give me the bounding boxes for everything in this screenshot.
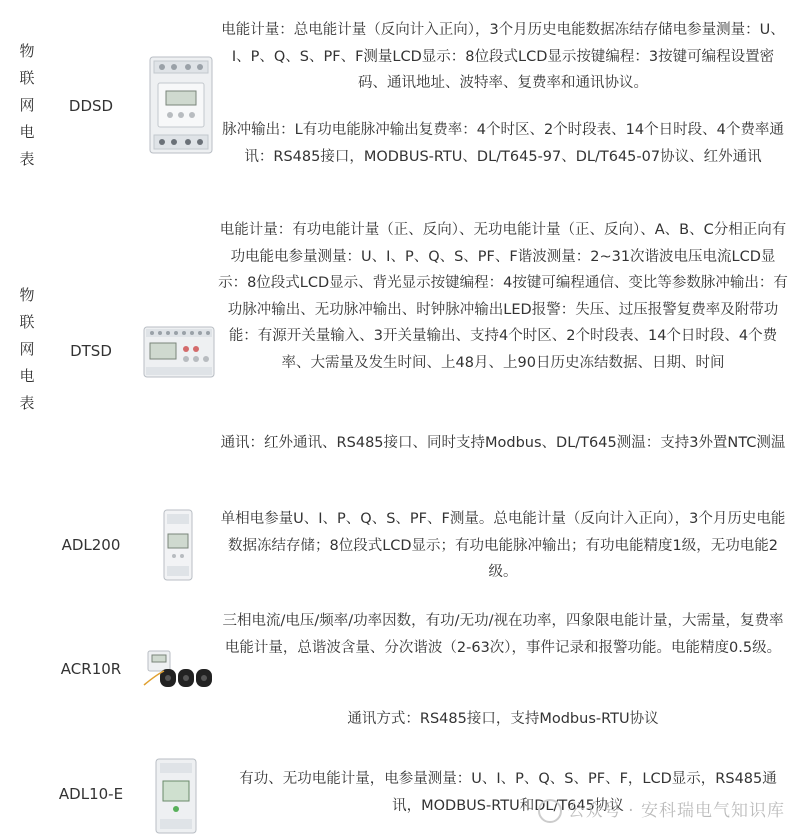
category-char: 网 <box>19 96 35 114</box>
model-name-adl10e: ADL10-E <box>58 785 124 803</box>
category-char: 网 <box>19 340 35 358</box>
product-image-adl200 <box>162 508 194 586</box>
watermark <box>538 796 785 823</box>
category-char: 电 <box>19 367 35 385</box>
compact-din-rail-meter-icon <box>150 757 202 835</box>
category-char: 联 <box>19 69 35 87</box>
description-ddsd-2: 脉冲输出：L有功电能脉冲输出复费率：4个时区、2个时段表、14个日时段、4个费率通讯：RS485接口，MODBUS-RTU、DL/T645-97、DL/T645-07协议、红外通讯 <box>222 122 784 165</box>
description-acr10r-1: 三相电流/电压/频率/功率因数，有功/无功/视在功率，四象限电能计量，大需量，复费率电能计量，总谐波含量、分次谐波（2-63次），事件记录和报警功能。电能精度0.5级。 <box>222 613 784 656</box>
category-char: 表 <box>19 394 35 412</box>
description-dtsd-1: 电能计量：有功电能计量（正、反向）、无功电能计量（正、反向）、A、B、C分相正向有功电能电参量测量：U、I、P、Q、S、PF、F谐波测量：2~31次谐波电压电流LCD显示：8位段式LCD显示、背光显示按键编程：4按键可编程通信、变比等参数脉冲输出：有功脉冲输出、无功脉冲输出、时钟脉冲输出LED报警：失压、过压报警复费率及附带功能：有源开关量输入、3开关量输出、支持4个时区、2个时段表、14个日时段、4个费率、大需量及发生时间、上48月、上90日历史冻结数据、日期、时间 <box>218 222 788 371</box>
din-rail-three-phase-meter-icon <box>142 325 216 379</box>
product-image-ddsd <box>148 55 214 159</box>
description-acr10r-2: 通讯方式：RS485接口，支持Modbus-RTU协议 <box>347 711 659 727</box>
din-rail-single-phase-meter-icon <box>148 55 214 155</box>
description-adl10e: 有功、无功电能计量，电参量测量：U、I、P、Q、S、PF、F，LCD显示，RS485通讯，MODBUS-RTU和DL/T645协议 <box>239 771 777 814</box>
slim-din-rail-meter-icon <box>162 508 194 582</box>
model-name-acr10r: ACR10R <box>60 660 122 678</box>
category-char: 联 <box>19 313 35 331</box>
model-name-dtsd: DTSD <box>70 342 112 360</box>
model-name-adl200: ADL200 <box>61 536 121 554</box>
meter-with-current-transformers-icon <box>142 645 214 691</box>
product-image-adl10e <box>150 757 202 839</box>
watermark-text: 公众号 · 安科瑞电气知识库 <box>567 801 785 821</box>
category-char: 物 <box>19 286 35 304</box>
category-char: 电 <box>19 123 35 141</box>
product-image-dtsd <box>142 325 216 383</box>
category-char: 表 <box>19 150 35 168</box>
product-image-acr10r <box>142 645 214 695</box>
model-name-ddsd: DDSD <box>68 97 114 115</box>
description-dtsd-2: 通讯：红外通讯、RS485接口、同时支持Modbus、DL/T645测温：支持3外置NTC测温 <box>220 435 786 451</box>
wechat-logo-icon <box>538 799 562 823</box>
category-char: 物 <box>19 42 35 60</box>
description-ddsd-1: 电能计量：总电能计量（反向计入正向），3个月历史电能数据冻结存储电参量测量：U、I、P、Q、S、PF、F测量LCD显示：8位段式LCD显示按键编程：3按键可编程设置密码、通讯地址、波特率、复费率和通讯协议。 <box>221 22 785 91</box>
description-adl200: 单相电参量U、I、P、Q、S、PF、F测量。总电能计量（反向计入正向），3个月历史电能数据冻结存储；8位段式LCD显示；有功电能脉冲输出；有功电能精度1级，无功电能2级。 <box>220 511 786 580</box>
